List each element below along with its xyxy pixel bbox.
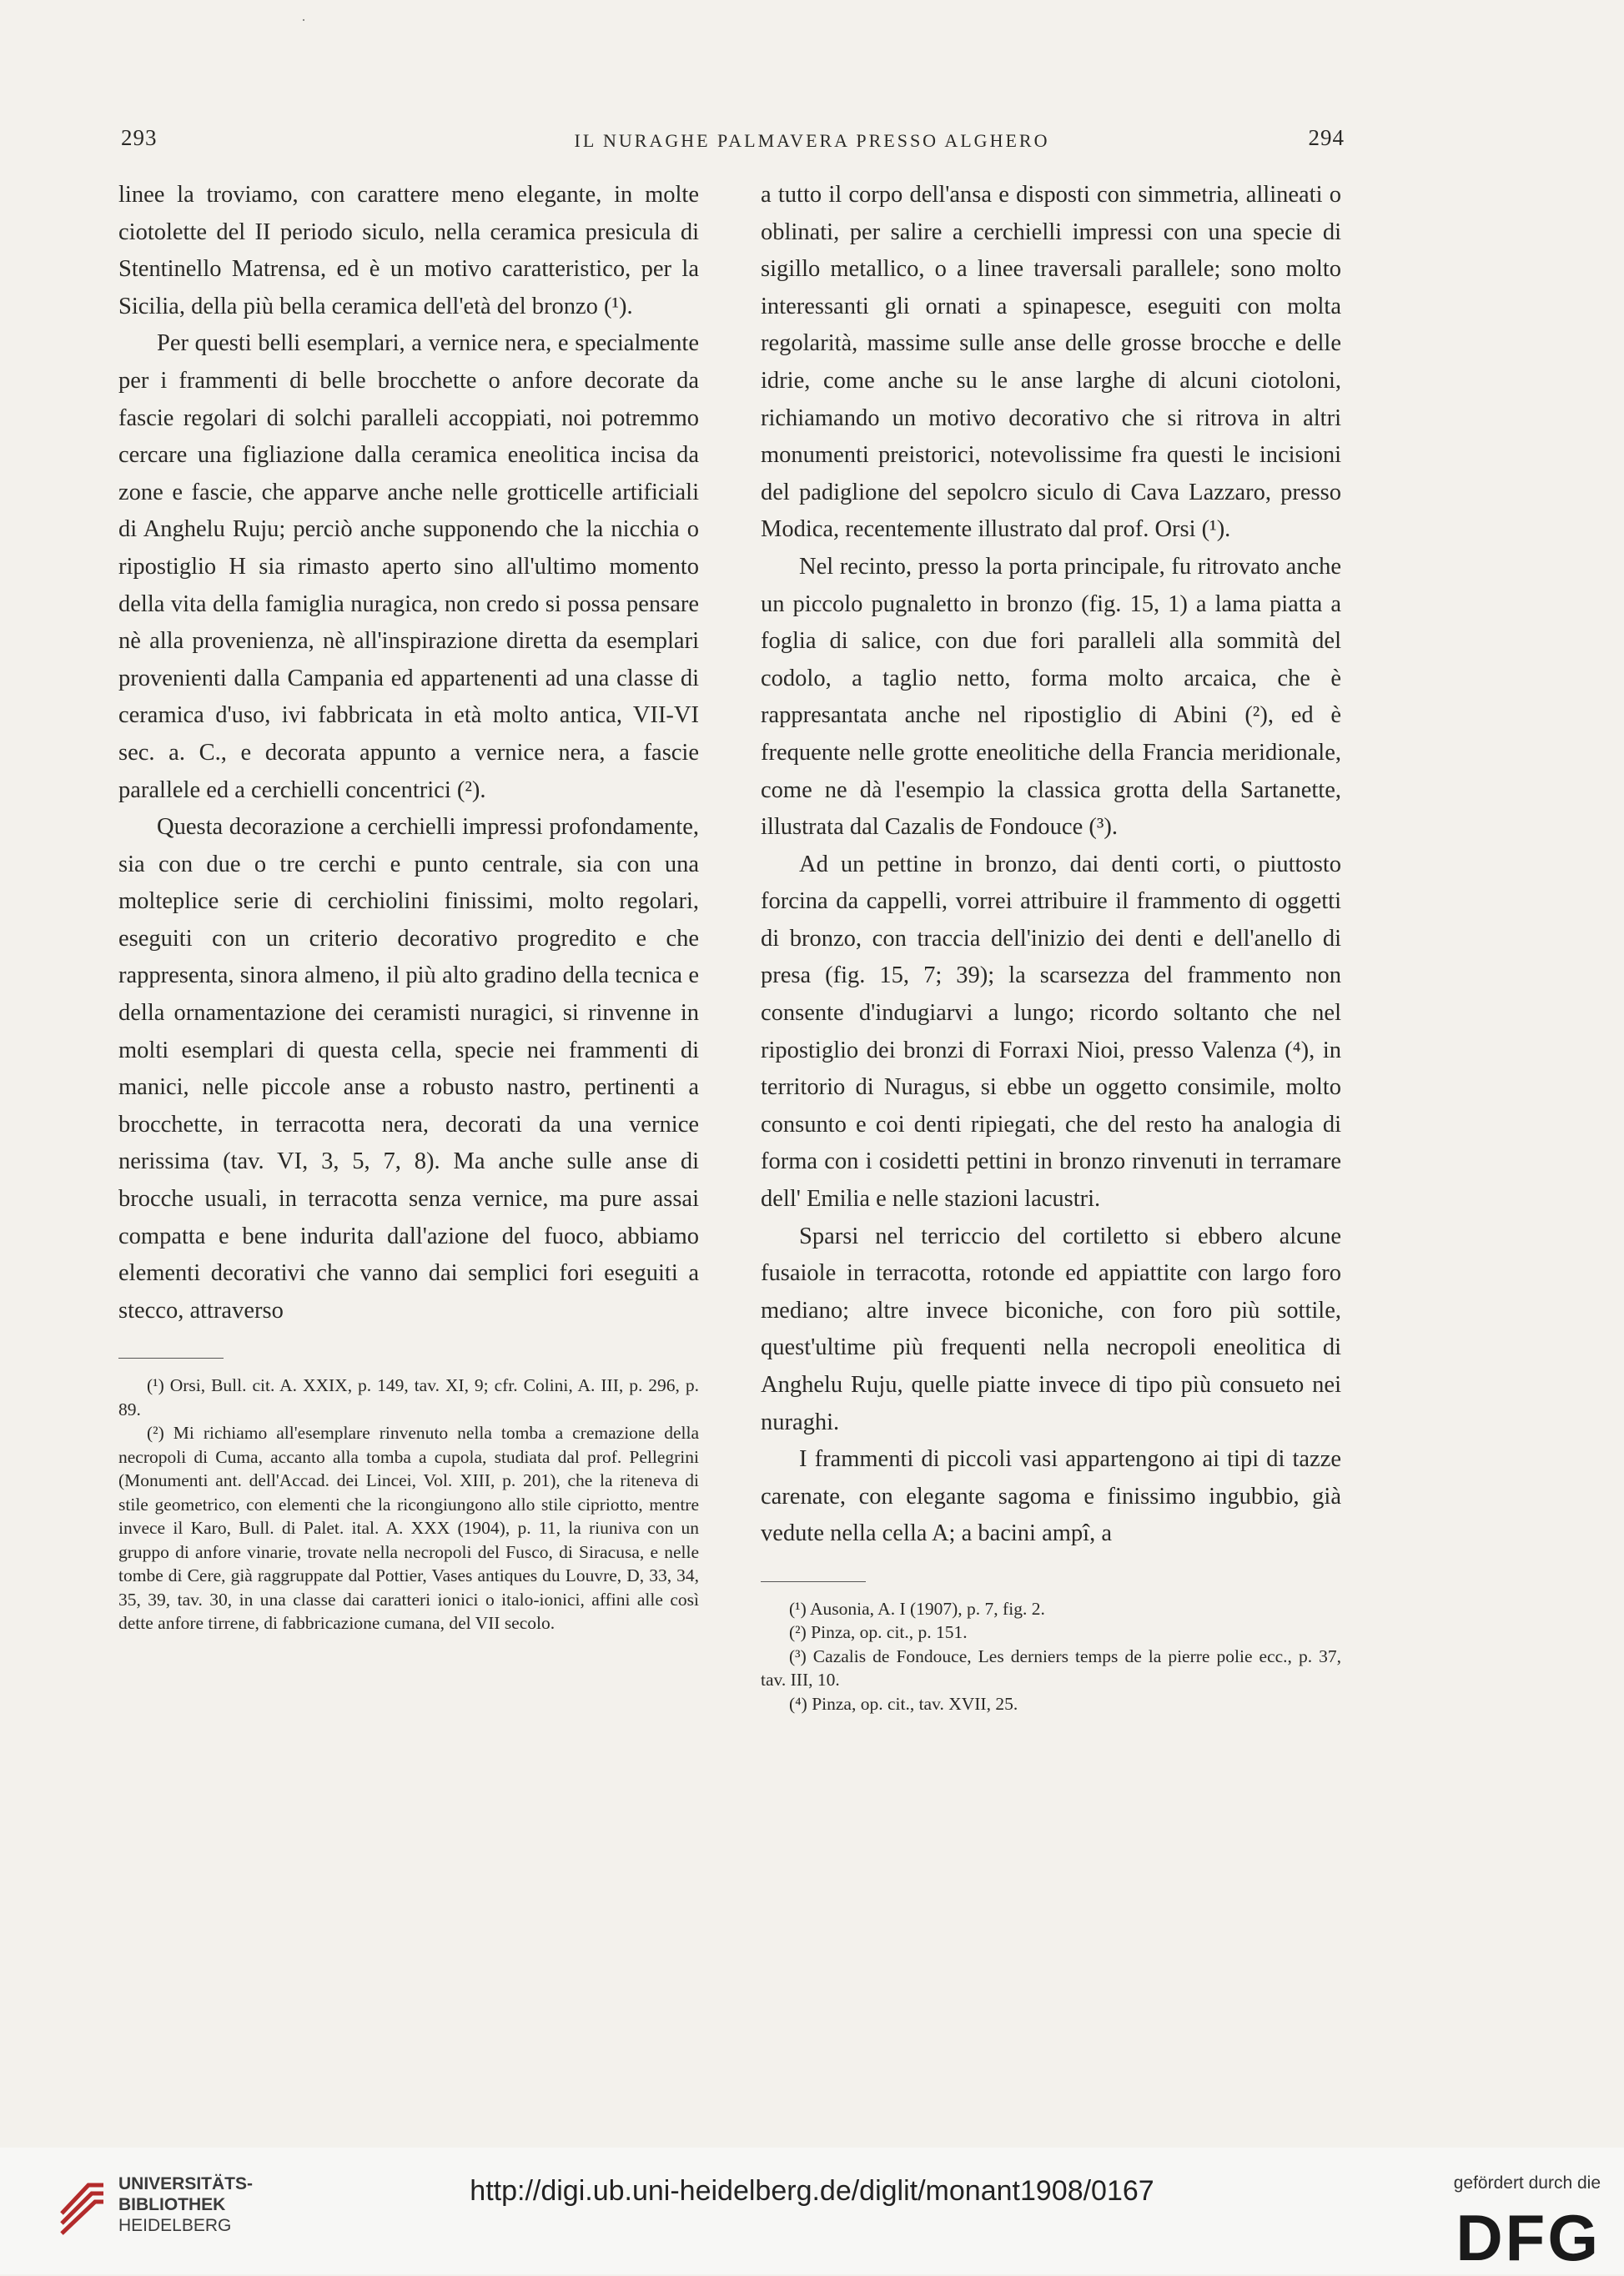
footnote: (²) Mi richiamo all'esemplare rinvenuto nella tomba a cremazione della necropoli di Cuma, accanto alla tomba a cupola, studiata dal prof. Pellegrini (Monumenti ant. dell'Accad. dei Lincei, Vol. XIII, p. 201), che la riteneva di stile geometrico, con elementi che la ricongiungono allo stile cipriotto, mentre invece il Karo, Bull. di Palet. ital. A. XXX (1904), p. 11, la riuniva con un gruppo di anfore vinarie, trovate nella necropoli del Fusco, di Siracusa, e nelle tombe di Cere, già raggruppate dal Pottier, Vases antiques du Louvre, D, 33, 34, 35, 39, tav. 30, in una classe dai caratteri ionici o italo-ionici, affini alle così dette anfore tirrene, di fabbricazione cumana, del VII secolo.	[118, 1423, 699, 1634]
library-line: UNIVERSITÄTS-	[118, 2174, 254, 2193]
footnotes	[118, 1374, 699, 1635]
page-number-left: 293	[121, 125, 158, 150]
footnote: (³) Cazalis de Fondouce, Les derniers temps de la pierre polie ecc., p. 37, tav. III, 10.	[761, 1645, 1341, 1691]
funding-label: gefördert durch die	[1453, 2173, 1601, 2193]
paragraph: Per questi belli esemplari, a vernice nera, e specialmente per i frammenti di belle brocchette o anfore decorate da fascie regolari di solchi paralleli accoppiati, noi potremmo cercare una figliazione dalla ceramica eneolitica incisa da zone e fascie, che apparve anche nelle grotticelle artificiali di Anghelu Ruju; perciò anche supponendo che la nicchia o ripostiglio H sia rimasto aperto sino all'ultimo momento della vita della famiglia nuragica, non credo si possa pensare nè alla provenienza, nè all'inspirazione diretta da esemplari provenienti dalla Campania ed appartenenti ad una classe di ceramica d'uso, ivi fabbricata in età molto antica, VII-VI sec. a. C., e decorata appunto a vernice nera, a fascie parallele ed a cerchielli concentrici (²).	[118, 330, 699, 803]
dfg-logo: DFG	[1456, 2201, 1601, 2274]
left-column	[118, 177, 699, 1635]
running-title: IL NURAGHE PALMAVERA PRESSO ALGHERO	[574, 130, 1050, 151]
footnote: (²) Pinza, op. cit., p. 151.	[789, 1622, 968, 1643]
right-column	[761, 177, 1341, 1716]
paragraph: Sparsi nel terriccio del cortiletto si ebbero alcune fusaiole in terracotta, rotonde ed appiattite con largo foro mediano; altre invece biconiche, con foro più sottile, quest'ultime più frequenti nella necropoli eneolitica di Anghelu Ruju, quelle piatte invece di tipo più consueto nei nuraghi.	[761, 1223, 1341, 1435]
paragraph: linee la troviamo, con carattere meno elegante, in molte ciotolette del II periodo siculo, nella ceramica presicula di Stentinello Matrensa, ed è un motivo caratteristico, per la Sicilia, della più bella ceramica dell'età del bronzo (¹).	[118, 182, 699, 319]
paragraph: Nel recinto, presso la porta principale, fu ritrovato anche un piccolo pugnaletto in bronzo (fig. 15, 1) a lama piatta a foglia di salice, con due fori paralleli alla sommità del codolo, a taglio netto, forma molto arcaica, che è rappresantata anche nel ripostiglio di Abini (²), ed è frequente nelle grotte eneolitiche della Francia meridionale, come ne dà l'esempio la classica grotta della Sartanette, illustrata dal Cazalis de Fondouce (³).	[761, 553, 1341, 841]
paragraph: I frammenti di piccoli vasi appartengono ai tipi di tazze carenate, con elegante sagoma e finissimo ingubbio, già vedute nella cella A; a bacini ampî, a	[761, 1446, 1341, 1547]
source-url-link[interactable]: http://digi.ub.uni-heidelberg.de/diglit/monant1908/0167	[470, 2175, 1154, 2207]
footnote: (¹) Orsi, Bull. cit. A. XXIX, p. 149, tav. XI, 9; cfr. Colini, A. III, p. 296, p. 89.	[118, 1375, 699, 1419]
footnote: (⁴) Pinza, op. cit., tav. XVII, 25.	[789, 1693, 1018, 1714]
footnote-divider	[118, 1358, 224, 1359]
page-number-right: 294	[1308, 125, 1345, 150]
library-line: BIBLIOTHEK	[118, 2195, 226, 2214]
library-line: HEIDELBERG	[118, 2216, 232, 2235]
paragraph: a tutto il corpo dell'ansa e disposti con simmetria, allineati o oblinati, per salire a cerchielli impressi con una specie di sigillo metallico, o a linee traversali parallele; sono molto interessanti gli ornati a spinapesce, eseguiti con molta regolarità, massime sulle anse delle grosse brocche e delle idrie, come anche su le anse larghe di alcuni ciotoloni, richiamando un motivo decorativo che si ritrova in altri monumenti preistorici, notevolissime fra questi le incisioni del padiglione del sepolcro siculo di Cava Lazzaro, presso Modica, recentemente illustrato dal prof. Orsi (¹).	[761, 182, 1341, 543]
top-dot: ·	[301, 12, 306, 28]
footnote: (¹) Ausonia, A. I (1907), p. 7, fig. 2.	[789, 1598, 1045, 1619]
footnote-divider	[761, 1581, 866, 1582]
paragraph: Questa decorazione a cerchielli impressi profondamente, sia con due o tre cerchi e punto centrale, sia con una molteplice serie di cerchiolini finissimi, molto regolari, eseguiti con un criterio decorativo progredito e che rappresenta, sinora almeno, il più alto gradino della tecnica e della ornamentazione dei ceramisti nuragici, si rinvenne in molti esemplari di questa cella, specie nei frammenti di manici, nelle piccole anse a robusto nastro, pertinenti a brocchette, in terracotta nera, decorati da una vernice nerissima (tav. VI, 3, 5, 7, 8). Ma anche sulle anse di brocche usuali, in terracotta senza vernice, ma pure assai compatta e bene indurita dall'azione del fuoco, abbiamo elementi decorativi che vanno dai semplici fori eseguiti a stecco, attraverso	[118, 814, 699, 1324]
footnotes	[761, 1597, 1341, 1716]
paragraph: Ad un pettine in bronzo, dai denti corti, o piuttosto forcina da cappelli, vorrei attribuire il frammento di oggetti di bronzo, con traccia dell'inizio dei denti e dell'anello di presa (fig. 15, 7; 39); la scarsezza del frammento non consente d'indugiarvi a lungo; ricordo soltanto che nel ripostiglio dei bronzi di Forraxi Nioi, presso Valenza (⁴), in territorio di Nuragus, si ebbe un oggetto consimile, molto consunto e coi denti ripiegati, che del resto ha analogia di forma con i cosidetti pettini in bronzo rinvenuti in terramare dell' Emilia e nelle stazioni lacustri.	[761, 851, 1341, 1213]
